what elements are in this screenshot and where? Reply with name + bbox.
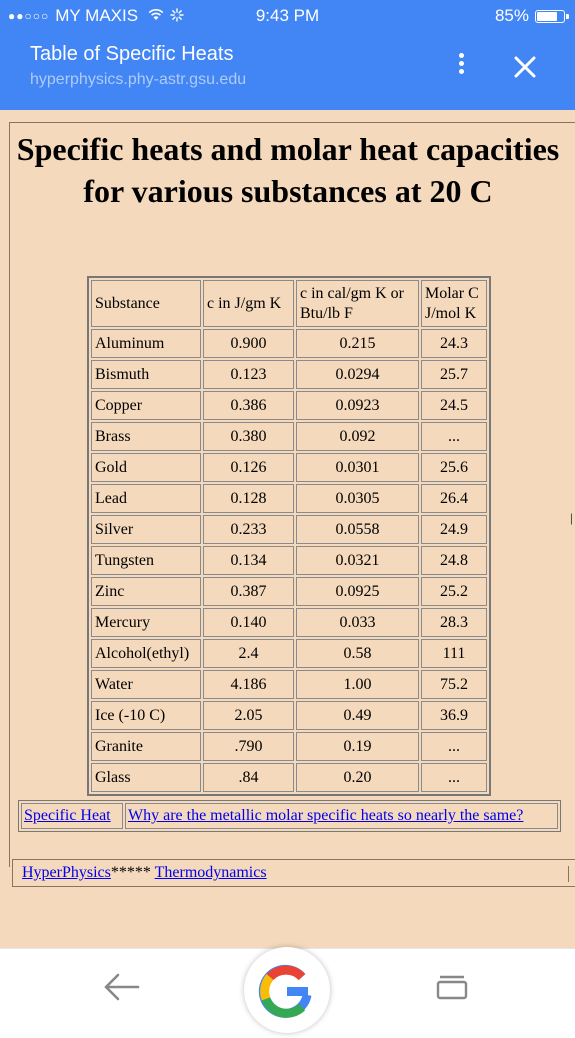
back-arrow-icon[interactable] — [102, 969, 142, 1005]
cell-molar-c: 24.5 — [421, 391, 487, 420]
cell-c-joules: 0.900 — [203, 329, 294, 358]
cell-molar-c: 24.3 — [421, 329, 487, 358]
cell-c-calories: 1.00 — [296, 670, 419, 699]
table-header-row — [91, 280, 487, 327]
cell-c-calories: 0.58 — [296, 639, 419, 668]
table-body — [91, 329, 487, 792]
cell-molar-c: 25.6 — [421, 453, 487, 482]
cell-substance: Gold — [91, 453, 201, 482]
bottom-navigation-bar — [0, 948, 575, 1025]
cell-c-calories: 0.0294 — [296, 360, 419, 389]
cell-c-joules: 0.386 — [203, 391, 294, 420]
table-row — [91, 422, 487, 451]
cell-c-calories: 0.0558 — [296, 515, 419, 544]
column-header-substance: Substance — [91, 280, 201, 327]
related-links-row — [21, 803, 558, 829]
table-row — [91, 391, 487, 420]
cell-c-joules: .790 — [203, 732, 294, 761]
table-row — [91, 360, 487, 389]
cell-c-joules: 0.233 — [203, 515, 294, 544]
cell-c-joules: 0.128 — [203, 484, 294, 513]
clipped-table-edge: | — [570, 510, 573, 525]
cell-c-calories: 0.0321 — [296, 546, 419, 575]
clipped-link-edge — [568, 866, 575, 882]
status-right — [495, 6, 565, 26]
cell-c-joules: 0.387 — [203, 577, 294, 606]
cell-substance: Granite — [91, 732, 201, 761]
menu-dot — [459, 69, 464, 74]
cell-molar-c: 24.9 — [421, 515, 487, 544]
link-cell — [125, 803, 558, 829]
footer-stars: ***** — [110, 864, 151, 881]
cell-c-calories: 0.092 — [296, 422, 419, 451]
cell-c-joules: .84 — [203, 763, 294, 792]
link-cell — [21, 803, 123, 829]
column-header-molar-c: Molar C J/mol K — [421, 280, 487, 327]
cell-substance: Lead — [91, 484, 201, 513]
cell-molar-c: 28.3 — [421, 608, 487, 637]
cell-c-calories: 0.033 — [296, 608, 419, 637]
battery-level — [537, 12, 557, 21]
table-row — [91, 546, 487, 575]
table-row — [91, 453, 487, 482]
cell-molar-c: 111 — [421, 639, 487, 668]
cell-substance: Glass — [91, 763, 201, 792]
cell-c-joules: 0.140 — [203, 608, 294, 637]
menu-dot — [459, 61, 464, 66]
close-icon[interactable] — [508, 50, 542, 84]
cell-substance: Copper — [91, 391, 201, 420]
more-vert-icon[interactable] — [447, 50, 475, 84]
carrier-name: MY MAXIS — [55, 6, 139, 25]
cell-substance: Mercury — [91, 608, 201, 637]
cell-molar-c: 25.2 — [421, 577, 487, 606]
metallic-molar-heats-link[interactable]: Why are the metallic molar specific heats so nearly the same? — [128, 807, 524, 824]
table-row — [91, 515, 487, 544]
cell-substance: Bismuth — [91, 360, 201, 389]
cell-c-joules: 0.134 — [203, 546, 294, 575]
table-row — [91, 763, 487, 792]
cell-molar-c: 24.8 — [421, 546, 487, 575]
hyperphysics-link[interactable]: HyperPhysics — [22, 864, 111, 881]
cell-c-joules: 0.123 — [203, 360, 294, 389]
table-row — [91, 608, 487, 637]
cell-c-joules: 0.380 — [203, 422, 294, 451]
thermodynamics-link[interactable]: Thermodynamics — [154, 864, 267, 881]
cell-c-calories: 0.49 — [296, 701, 419, 730]
status-time: 9:43 PM — [255, 6, 320, 25]
page-url[interactable]: hyperphysics.phy-astr.gsu.edu — [30, 71, 247, 88]
status-bar — [0, 0, 575, 32]
cell-substance: Aluminum — [91, 329, 201, 358]
signal-strength: ●●○○○ — [8, 9, 50, 23]
cell-molar-c: 26.4 — [421, 484, 487, 513]
table-row — [91, 577, 487, 606]
table-row — [91, 732, 487, 761]
cell-c-calories: 0.0301 — [296, 453, 419, 482]
table-row — [91, 329, 487, 358]
cell-c-joules: 2.05 — [203, 701, 294, 730]
table-row — [91, 701, 487, 730]
column-header-c-joules: c in J/gm K — [203, 280, 294, 327]
cell-c-calories: 0.0305 — [296, 484, 419, 513]
related-links-table — [18, 800, 561, 832]
battery-tip — [566, 14, 569, 19]
table-row — [91, 484, 487, 513]
column-header-c-calories: c in cal/gm K or Btu/lb F — [296, 280, 419, 327]
cell-molar-c: ... — [421, 422, 487, 451]
battery-percent: 85% — [494, 6, 529, 25]
table-row — [91, 670, 487, 699]
cell-substance: Alcohol(ethyl) — [91, 639, 201, 668]
cell-c-calories: 0.0923 — [296, 391, 419, 420]
menu-dot — [459, 53, 464, 58]
google-g-icon — [244, 947, 330, 1033]
battery-icon — [535, 10, 565, 23]
cell-c-calories: 0.19 — [296, 732, 419, 761]
cell-substance: Brass — [91, 422, 201, 451]
cell-molar-c: ... — [421, 732, 487, 761]
browser-toolbar — [0, 32, 575, 110]
navigation-footer — [12, 859, 575, 887]
cell-substance: Silver — [91, 515, 201, 544]
cell-substance: Tungsten — [91, 546, 201, 575]
cell-c-calories: 0.0925 — [296, 577, 419, 606]
cell-molar-c: 75.2 — [421, 670, 487, 699]
cell-molar-c: ... — [421, 763, 487, 792]
cell-c-calories: 0.215 — [296, 329, 419, 358]
cell-c-calories: 0.20 — [296, 763, 419, 792]
page-heading: Specific heats and molar heat capacities for various substances at 20 C — [16, 131, 560, 209]
cell-substance: Water — [91, 670, 201, 699]
table-row — [91, 639, 487, 668]
page-title: Table of Specific Heats — [30, 43, 234, 65]
cell-substance: Ice (-10 C) — [91, 701, 201, 730]
specific-heats-table — [87, 276, 491, 796]
google-search-button[interactable] — [244, 947, 330, 1033]
cell-c-joules: 0.126 — [203, 453, 294, 482]
cell-molar-c: 36.9 — [421, 701, 487, 730]
specific-heat-link[interactable]: Specific Heat — [24, 807, 111, 824]
cell-c-joules: 4.186 — [203, 670, 294, 699]
cell-c-joules: 2.4 — [203, 639, 294, 668]
tabs-icon[interactable] — [434, 969, 470, 1005]
cell-molar-c: 25.7 — [421, 360, 487, 389]
cell-substance: Zinc — [91, 577, 201, 606]
web-content — [0, 110, 575, 948]
